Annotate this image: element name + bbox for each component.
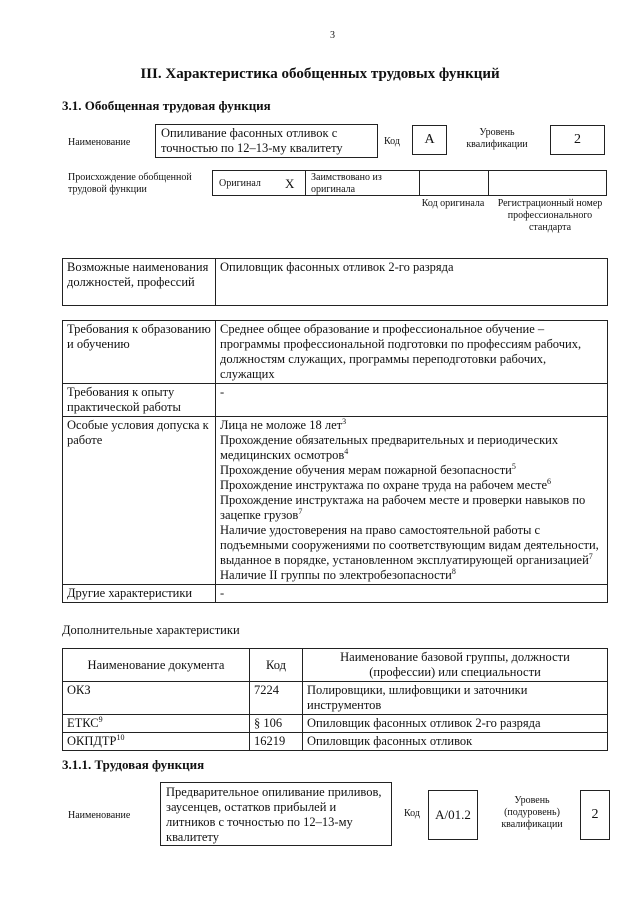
gtf-name-label: Наименование: [68, 137, 131, 148]
positions-label: Возможные наименования должностей, профессий: [63, 259, 216, 306]
condition-line: Наличие II группы по электробезопасности$^8$: [220, 566, 456, 582]
tf-level-value: 2: [580, 790, 610, 840]
gtf-level-label: Уровень квалификации: [466, 127, 528, 150]
req-education-label: Требования к образованию и обучению: [63, 321, 216, 384]
req-education-value: Среднее общее образование и профессиональное обучение – программы профессиональной подготовки по профессиям рабочих, должностям служащих, программы переподготовки рабочих, служащих: [216, 321, 608, 384]
tf-name-label: Наименование: [68, 810, 131, 821]
original-mark: X: [285, 176, 295, 191]
col-header-name: Наименование базовой группы, должности (профессии) или специальности: [303, 649, 608, 682]
tf-heading: 3.1.1. Трудовая функция: [62, 757, 205, 772]
doc-cell: ОКЗ: [63, 682, 250, 715]
origin-divider: [305, 171, 306, 195]
additional-heading: Дополнительные характеристики: [62, 623, 240, 637]
tf-code-value: A/01.2: [428, 790, 478, 840]
condition-line: Прохождение инструктажа на рабочем месте и проверки навыков по зацепке грузов$^7$: [220, 493, 586, 522]
req-other-label: Другие характеристики: [63, 585, 216, 603]
col-header-code: Код: [250, 649, 303, 682]
positions-table: [62, 258, 608, 306]
code-original-caption: Код оригинала: [421, 198, 485, 209]
tf-code-label: Код: [404, 808, 420, 819]
req-experience-value: -: [216, 384, 608, 417]
borrowed-label: Заимствовано из оригинала: [311, 172, 382, 195]
origin-divider: [419, 171, 420, 195]
code-cell: 7224: [250, 682, 303, 715]
tf-name-value: Предварительное опиливание приливов, заусенцев, остатков прибылей и литников с точностью по 12–13-му квалитету: [160, 782, 392, 846]
gtf-origin-label: Происхождение обобщенной трудовой функции: [68, 172, 192, 195]
name-cell: Опиловщик фасонных отливок 2-го разряда: [303, 715, 608, 733]
section-title: III. Характеристика обобщенных трудовых функций: [140, 66, 500, 82]
gtf-code-value: А: [412, 125, 447, 155]
req-experience-label: Требования к опыту практической работы: [63, 384, 216, 417]
condition-line: Прохождение инструктажа по охране труда на рабочем месте$^6$: [220, 476, 552, 492]
table-row: [63, 715, 608, 733]
req-other-value: -: [216, 585, 608, 603]
tf-level-label: Уровень (подуровень) квалификации: [501, 795, 563, 830]
page-number: 3: [330, 30, 335, 41]
col-header-doc: Наименование документа: [63, 649, 250, 682]
origin-divider: [488, 171, 489, 195]
gtf-level-value: 2: [550, 125, 605, 155]
table-row: [63, 682, 608, 715]
additional-table: [62, 648, 608, 751]
gtf-name-value: Опиливание фасонных отливок с точностью по 12–13-му квалитету: [155, 124, 378, 158]
gtf-code-label: Код: [384, 136, 400, 147]
name-cell: Опиловщик фасонных отливок: [303, 733, 608, 751]
req-conditions-label: Особые условия допуска к работе: [63, 417, 216, 585]
origin-table: [212, 170, 607, 196]
table-row: [63, 733, 608, 751]
doc-cell: ОКПДТР$^{10}$: [63, 733, 250, 751]
positions-value: Опиловщик фасонных отливок 2-го разряда: [216, 259, 608, 306]
gtf-heading: 3.1. Обобщенная трудовая функция: [62, 98, 271, 113]
condition-line: Наличие удостоверения на право самостоятельной работы с подъемными сооружениями по соответствующим видам деятельности, выданное в порядке, установленном эксплуатирующей организацией$^7$: [220, 523, 599, 567]
req-conditions-value: [216, 417, 608, 585]
name-cell: Полировщики, шлифовщики и заточники инструментов: [303, 682, 608, 715]
doc-cell: ЕТКС$^9$: [63, 715, 250, 733]
original-label: Оригинал: [219, 178, 261, 189]
condition-line: Прохождение обязательных предварительных и периодических медицинских осмотров$^4$: [220, 433, 559, 462]
reg-number-caption: Регистрационный номер профессионального стандарта: [497, 198, 603, 233]
condition-line: Прохождение обучения мерам пожарной безопасности$^5$: [220, 461, 516, 477]
code-cell: § 106: [250, 715, 303, 733]
requirements-table: [62, 320, 608, 603]
code-cell: 16219: [250, 733, 303, 751]
condition-line: Лица не моложе 18 лет$^3$: [220, 416, 347, 432]
